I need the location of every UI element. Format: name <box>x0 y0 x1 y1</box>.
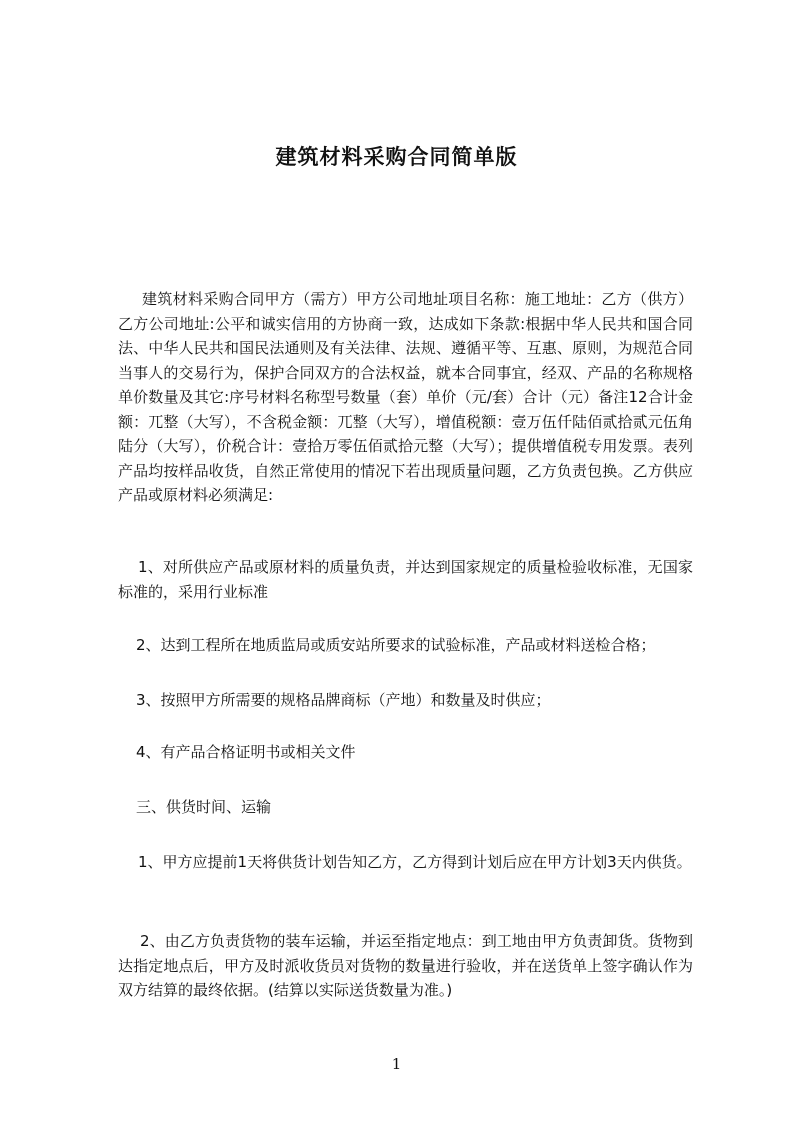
requirement-2-paragraph: 2、达到工程所在地质监局或质安站所要求的试验标准，产品或材料送检合格； <box>136 636 656 654</box>
delivery-2-paragraph: 2、由乙方负责货物的装车运输，并运至指定地点：到工地由甲方负责卸货。货物到达指定地点后，甲方及时派收货员对货物的数量进行验收，并在送货单上签字确认作为双方结算的最终依据。(结算以实际送货数量为准。) <box>118 932 693 999</box>
requirement-1-paragraph: 1、对所供应产品或原材料的质量负责，并达到国家规定的质量检验收标准，无国家标准的，采用行业标准 <box>118 558 693 601</box>
requirement-3-paragraph: 3、按照甲方所需要的规格品牌商标（产地）和数量及时供应； <box>136 691 551 709</box>
document-title: 建筑材料采购合同简单版 <box>275 145 518 169</box>
page-number: 1 <box>391 1055 402 1073</box>
delivery-1-paragraph: 1、甲方应提前1天将供货计划告知乙方，乙方得到计划后应在甲方计划3天内供货。 <box>138 853 692 871</box>
requirement-4-paragraph: 4、有产品合格证明书或相关文件 <box>136 743 356 761</box>
section-3-heading: 三、供货时间、运输 <box>136 798 272 816</box>
intro-paragraph: 建筑材料采购合同甲方（需方）甲方公司地址项目名称：施工地址：乙方（供方）乙方公司地址:公平和诚实信用的方协商一致，达成如下条款:根据中华人民共和国合同法、中华人民共和国民法通则及有关法律、法规、遵循平等、互惠、原则，为规范合同当事人的交易行为，保护合同双方的合法权益，就本合同事宜，经双、产品的名称规格单价数量及其它:序号材料名称型号数量（套）单价（元/套）合计（元）备注12合计金额：兀整（大写），不含税金额：兀整（大写），增值税额：壹万伍仟陆佰贰拾贰元伍角陆分（大写），价税合计：壹拾万零伍佰贰拾元整（大写）；提供增值税专用发票。表列产品均按样品收货，自然正常使用的情况下若出现质量问题，乙方负责包换。乙方供应产品或原材料必须满足: <box>118 290 693 504</box>
